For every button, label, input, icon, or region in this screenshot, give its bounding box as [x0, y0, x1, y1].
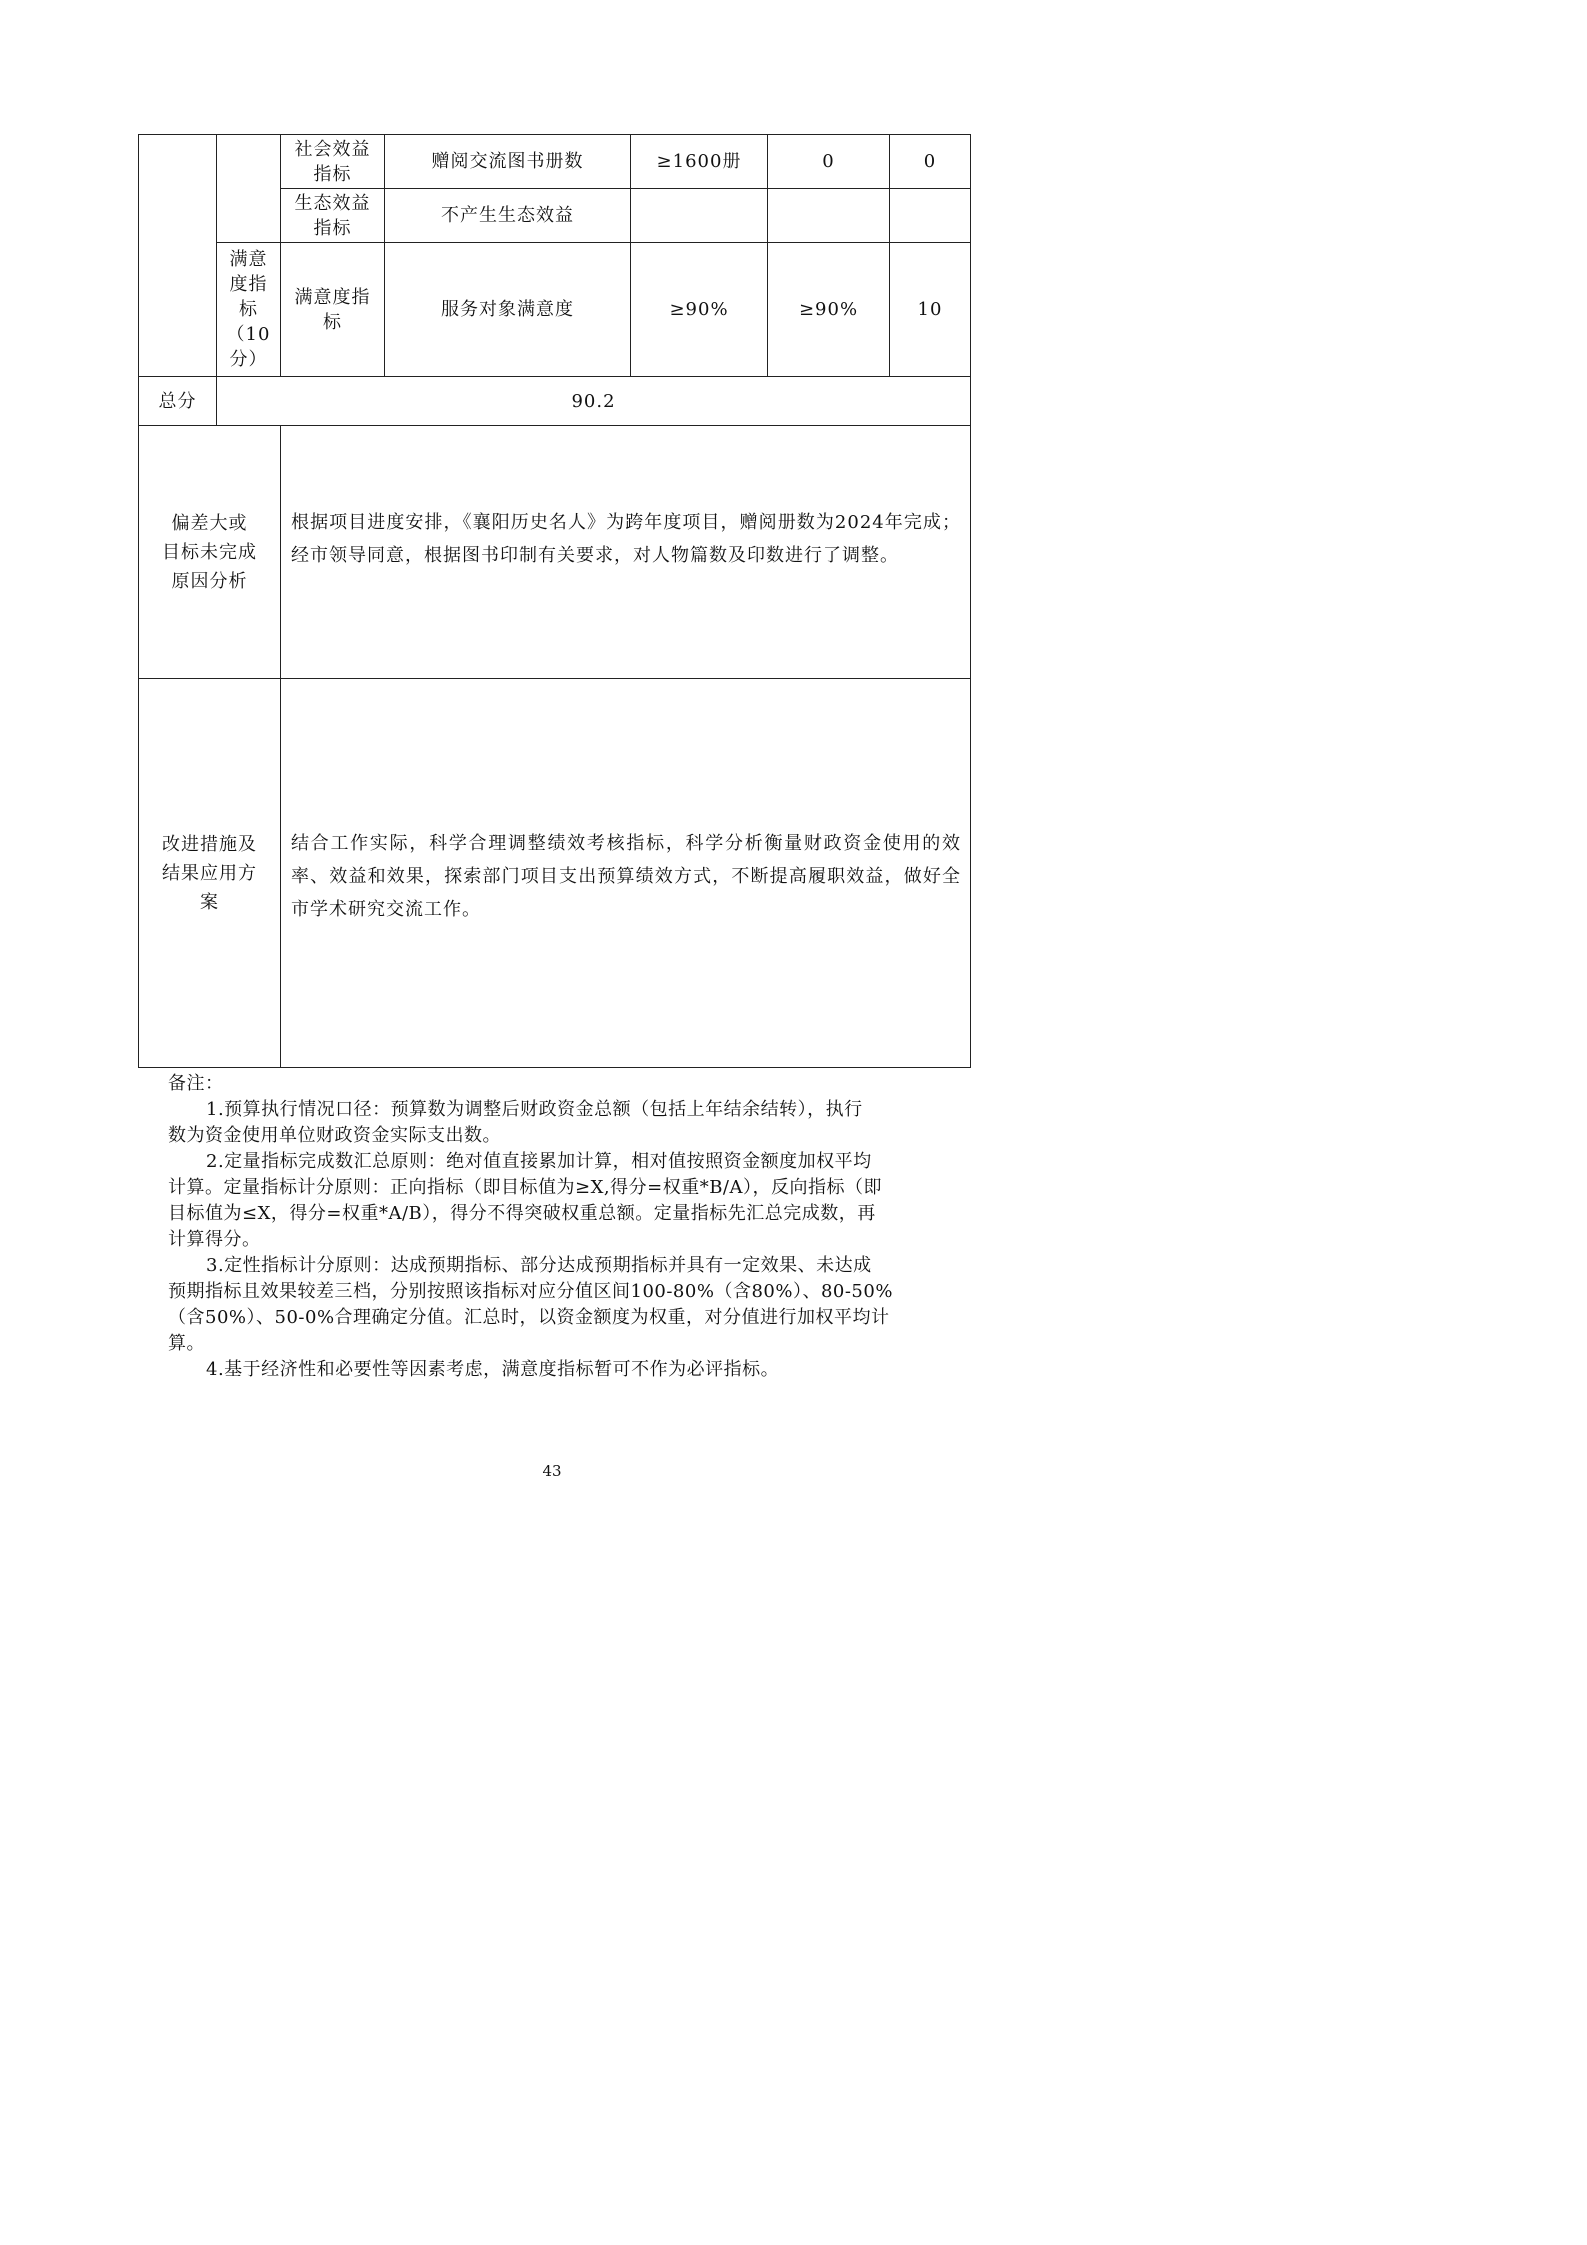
note-line: 1.预算执行情况口径：预算数为调整后财政资金总额（包括上年结余结转），执行 [206, 1099, 863, 1120]
note-line: （含50%）、50-0%合理确定分值。汇总时，以资金额度为权重，对分值进行加权平均计 [168, 1307, 890, 1328]
social-benefit-indicator: 赠阅交流图书册数 [431, 151, 584, 172]
note-line: 数为资金使用单位财政资金实际支出数。 [168, 1125, 501, 1146]
social-benefit-score: 0 [923, 151, 937, 172]
satisfaction-indicator: 服务对象满意度 [441, 299, 574, 320]
satisfaction-group-label: 满意 度指 标 （10 分） [226, 249, 271, 370]
total-score-label: 总分 [158, 390, 197, 412]
satisfaction-actual: ≥90% [798, 299, 859, 320]
table-border-bottom [138, 1067, 971, 1068]
note-line: 2.定量指标完成数汇总原则：绝对值直接累加计算，相对值按照资金额度加权平均 [206, 1151, 872, 1172]
deviation-analysis-label: 偏差大或 目标未完成 原因分析 [162, 512, 257, 592]
eco-benefit-category: 生态效益指标 [294, 192, 371, 239]
eco-benefit-indicator: 不产生生态效益 [441, 205, 574, 226]
page-number: 43 [542, 1462, 562, 1480]
col-divider [280, 425, 281, 1067]
table-border-right [970, 134, 971, 1068]
note-line: 算。 [168, 1333, 205, 1354]
social-benefit-target: ≥1600册 [656, 151, 742, 172]
social-benefit-actual: 0 [822, 151, 835, 172]
satisfaction-category: 满意度指 标 [294, 286, 371, 333]
note-line: 4.基于经济性和必要性等因素考虑，满意度指标暂可不作为必评指标。 [206, 1359, 780, 1380]
total-score-value: 90.2 [571, 390, 616, 412]
improvement-measures-label: 改进措施及 结果应用方 案 [162, 833, 257, 913]
note-line: 目标值为≤X，得分=权重*A/B），得分不得突破权重总额。定量指标先汇总完成数，再 [168, 1203, 876, 1224]
social-benefit-category: 社会效益指标 [294, 138, 371, 185]
notes-title: 备注： [168, 1073, 224, 1094]
note-line: 计算得分。 [168, 1229, 261, 1250]
note-line: 3.定性指标计分原则：达成预期指标、部分达成预期指标并具有一定效果、未达成 [206, 1255, 872, 1276]
note-line: 计算。定量指标计分原则：正向指标（即目标值为≥X,得分=权重*B/A），反向指标（即 [168, 1177, 882, 1198]
satisfaction-score: 10 [917, 299, 943, 320]
deviation-analysis-text: 根据项目进度安排，《襄阳历史名人》为跨年度项目，赠阅册数为2024年完成；经市领导同意，根据图书印制有关要求，对人物篇数及印数进行了调整。 [291, 512, 961, 566]
note-line: 预期指标且效果较差三档，分别按照该指标对应分值区间100-80%（含80%）、80-50% [168, 1281, 893, 1302]
satisfaction-target: ≥90% [669, 299, 729, 320]
improvement-measures-text: 结合工作实际，科学合理调整绩效考核指标，科学分析衡量财政资金使用的效率、效益和效果，探索部门项目支出预算绩效方式，不断提高履职效益，做好全市学术研究交流工作。 [291, 833, 961, 920]
